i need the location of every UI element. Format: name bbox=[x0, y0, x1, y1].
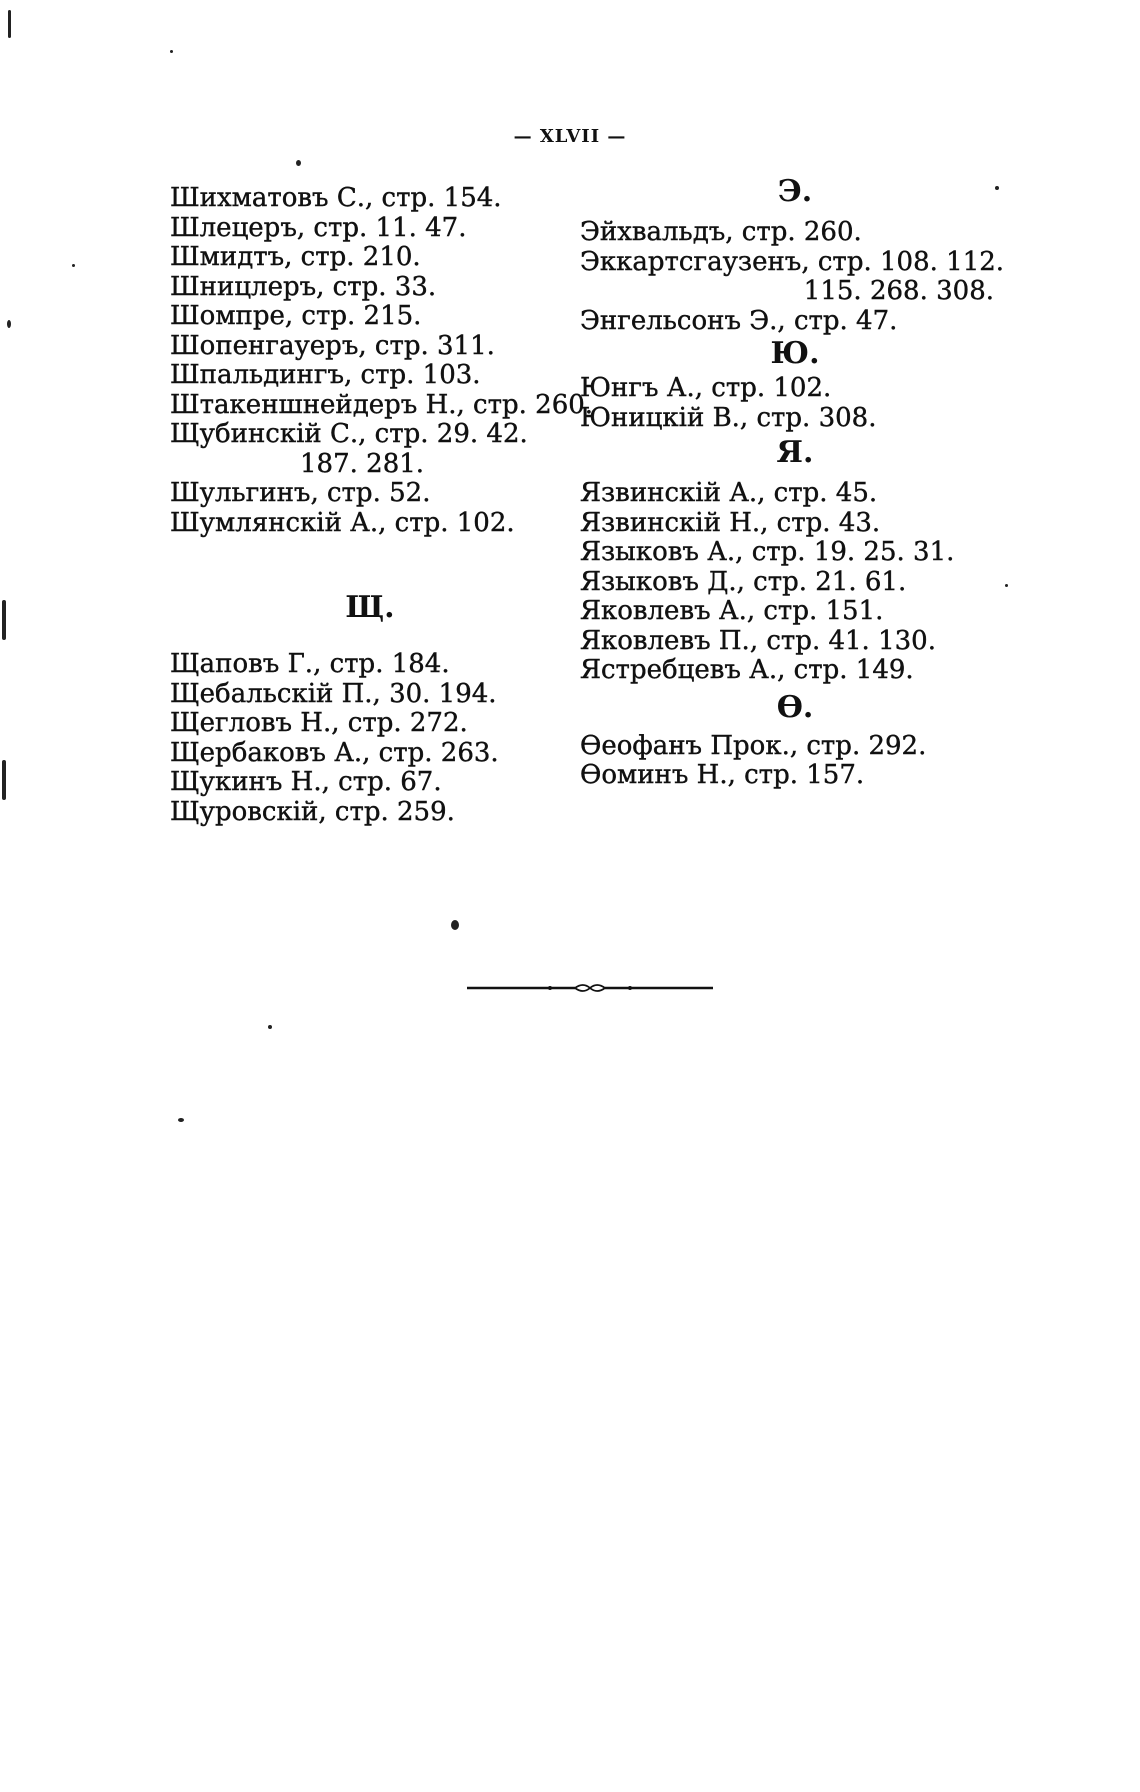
index-entry: Шомпре, стр. 215. bbox=[170, 301, 422, 331]
ornament-divider bbox=[465, 980, 715, 996]
index-entry: Шмидтъ, стр. 210. bbox=[170, 242, 421, 272]
index-entry: Шульгинъ, стр. 52. bbox=[170, 478, 431, 508]
index-entry: Ястребцевъ А., стр. 149. bbox=[580, 655, 914, 685]
index-entry: Ѳеофанъ Прок., стр. 292. bbox=[580, 730, 927, 761]
index-column-left bbox=[170, 183, 594, 827]
index-entry: Щубинскій С., стр. 29. 42. bbox=[170, 419, 528, 449]
index-entry: Щегловъ Н., стр. 272. bbox=[170, 708, 468, 738]
index-entry: Юницкій В., стр. 308. bbox=[580, 402, 877, 433]
print-speck bbox=[7, 320, 11, 328]
index-entry: Щербаковъ А., стр. 263. bbox=[170, 737, 499, 768]
index-column-right bbox=[580, 174, 1010, 791]
print-speck bbox=[268, 1025, 272, 1029]
print-speck bbox=[178, 1118, 184, 1122]
index-entry: Шпальдингъ, стр. 103. bbox=[170, 360, 481, 390]
print-speck bbox=[170, 50, 173, 53]
index-entry-continuation: 187. 281. bbox=[300, 448, 425, 479]
index-entry: Энгельсонъ Э., стр. 47. bbox=[580, 305, 898, 336]
index-entry: Шлецеръ, стр. 11. 47. bbox=[170, 212, 467, 243]
letter-heading-yu: Ю. bbox=[770, 336, 820, 371]
index-entry: Язвинскій Н., стр. 43. bbox=[580, 507, 881, 538]
print-speck bbox=[296, 160, 301, 166]
letter-heading-ae: Э. bbox=[777, 174, 813, 209]
index-entry-continuation: 115. 268. 308. bbox=[803, 276, 994, 306]
index-entry: Яковлевъ А., стр. 151. bbox=[580, 596, 884, 626]
index-entry: Эйхвальдъ, стр. 260. bbox=[580, 217, 862, 247]
index-entry: Шопенгауеръ, стр. 311. bbox=[170, 330, 495, 361]
print-speck bbox=[8, 10, 11, 38]
index-entry: Штакеншнейдеръ Н., стр. 260. bbox=[170, 389, 594, 420]
index-entry: Языковъ А., стр. 19. 25. 31. bbox=[580, 537, 955, 567]
index-entry: Щаповъ Г., стр. 184. bbox=[170, 649, 450, 679]
index-entry: Щукинъ Н., стр. 67. bbox=[170, 767, 442, 797]
index-entry: Юнгъ А., стр. 102. bbox=[580, 373, 832, 403]
page-number: — XLVII — bbox=[513, 126, 627, 147]
print-speck bbox=[2, 760, 6, 800]
index-entry: Шумлянскій А., стр. 102. bbox=[170, 507, 515, 538]
index-entry: Шницлеръ, стр. 33. bbox=[170, 271, 437, 302]
print-speck bbox=[1005, 584, 1008, 587]
index-entry: Шихматовъ С., стр. 154. bbox=[170, 183, 502, 213]
letter-heading-ya: Я. bbox=[776, 435, 814, 470]
letter-heading-shch: Щ. bbox=[345, 590, 395, 625]
index-entry: Щуровскій, стр. 259. bbox=[170, 796, 455, 827]
print-speck bbox=[72, 264, 75, 267]
index-entry: Ѳоминъ Н., стр. 157. bbox=[580, 760, 865, 790]
index-entry: Эккартсгаузенъ, стр. 108. 112. bbox=[580, 246, 1005, 277]
print-speck bbox=[2, 600, 6, 640]
index-entry: Языковъ Д., стр. 21. 61. bbox=[580, 566, 907, 597]
print-speck bbox=[995, 186, 999, 190]
index-entry: Щебальскій П., 30. 194. bbox=[170, 678, 497, 709]
letter-heading-fita: Ѳ. bbox=[776, 689, 814, 725]
index-entry: Язвинскій А., стр. 45. bbox=[580, 478, 878, 508]
print-speck bbox=[451, 920, 459, 930]
index-entry: Яковлевъ П., стр. 41. 130. bbox=[580, 625, 936, 656]
